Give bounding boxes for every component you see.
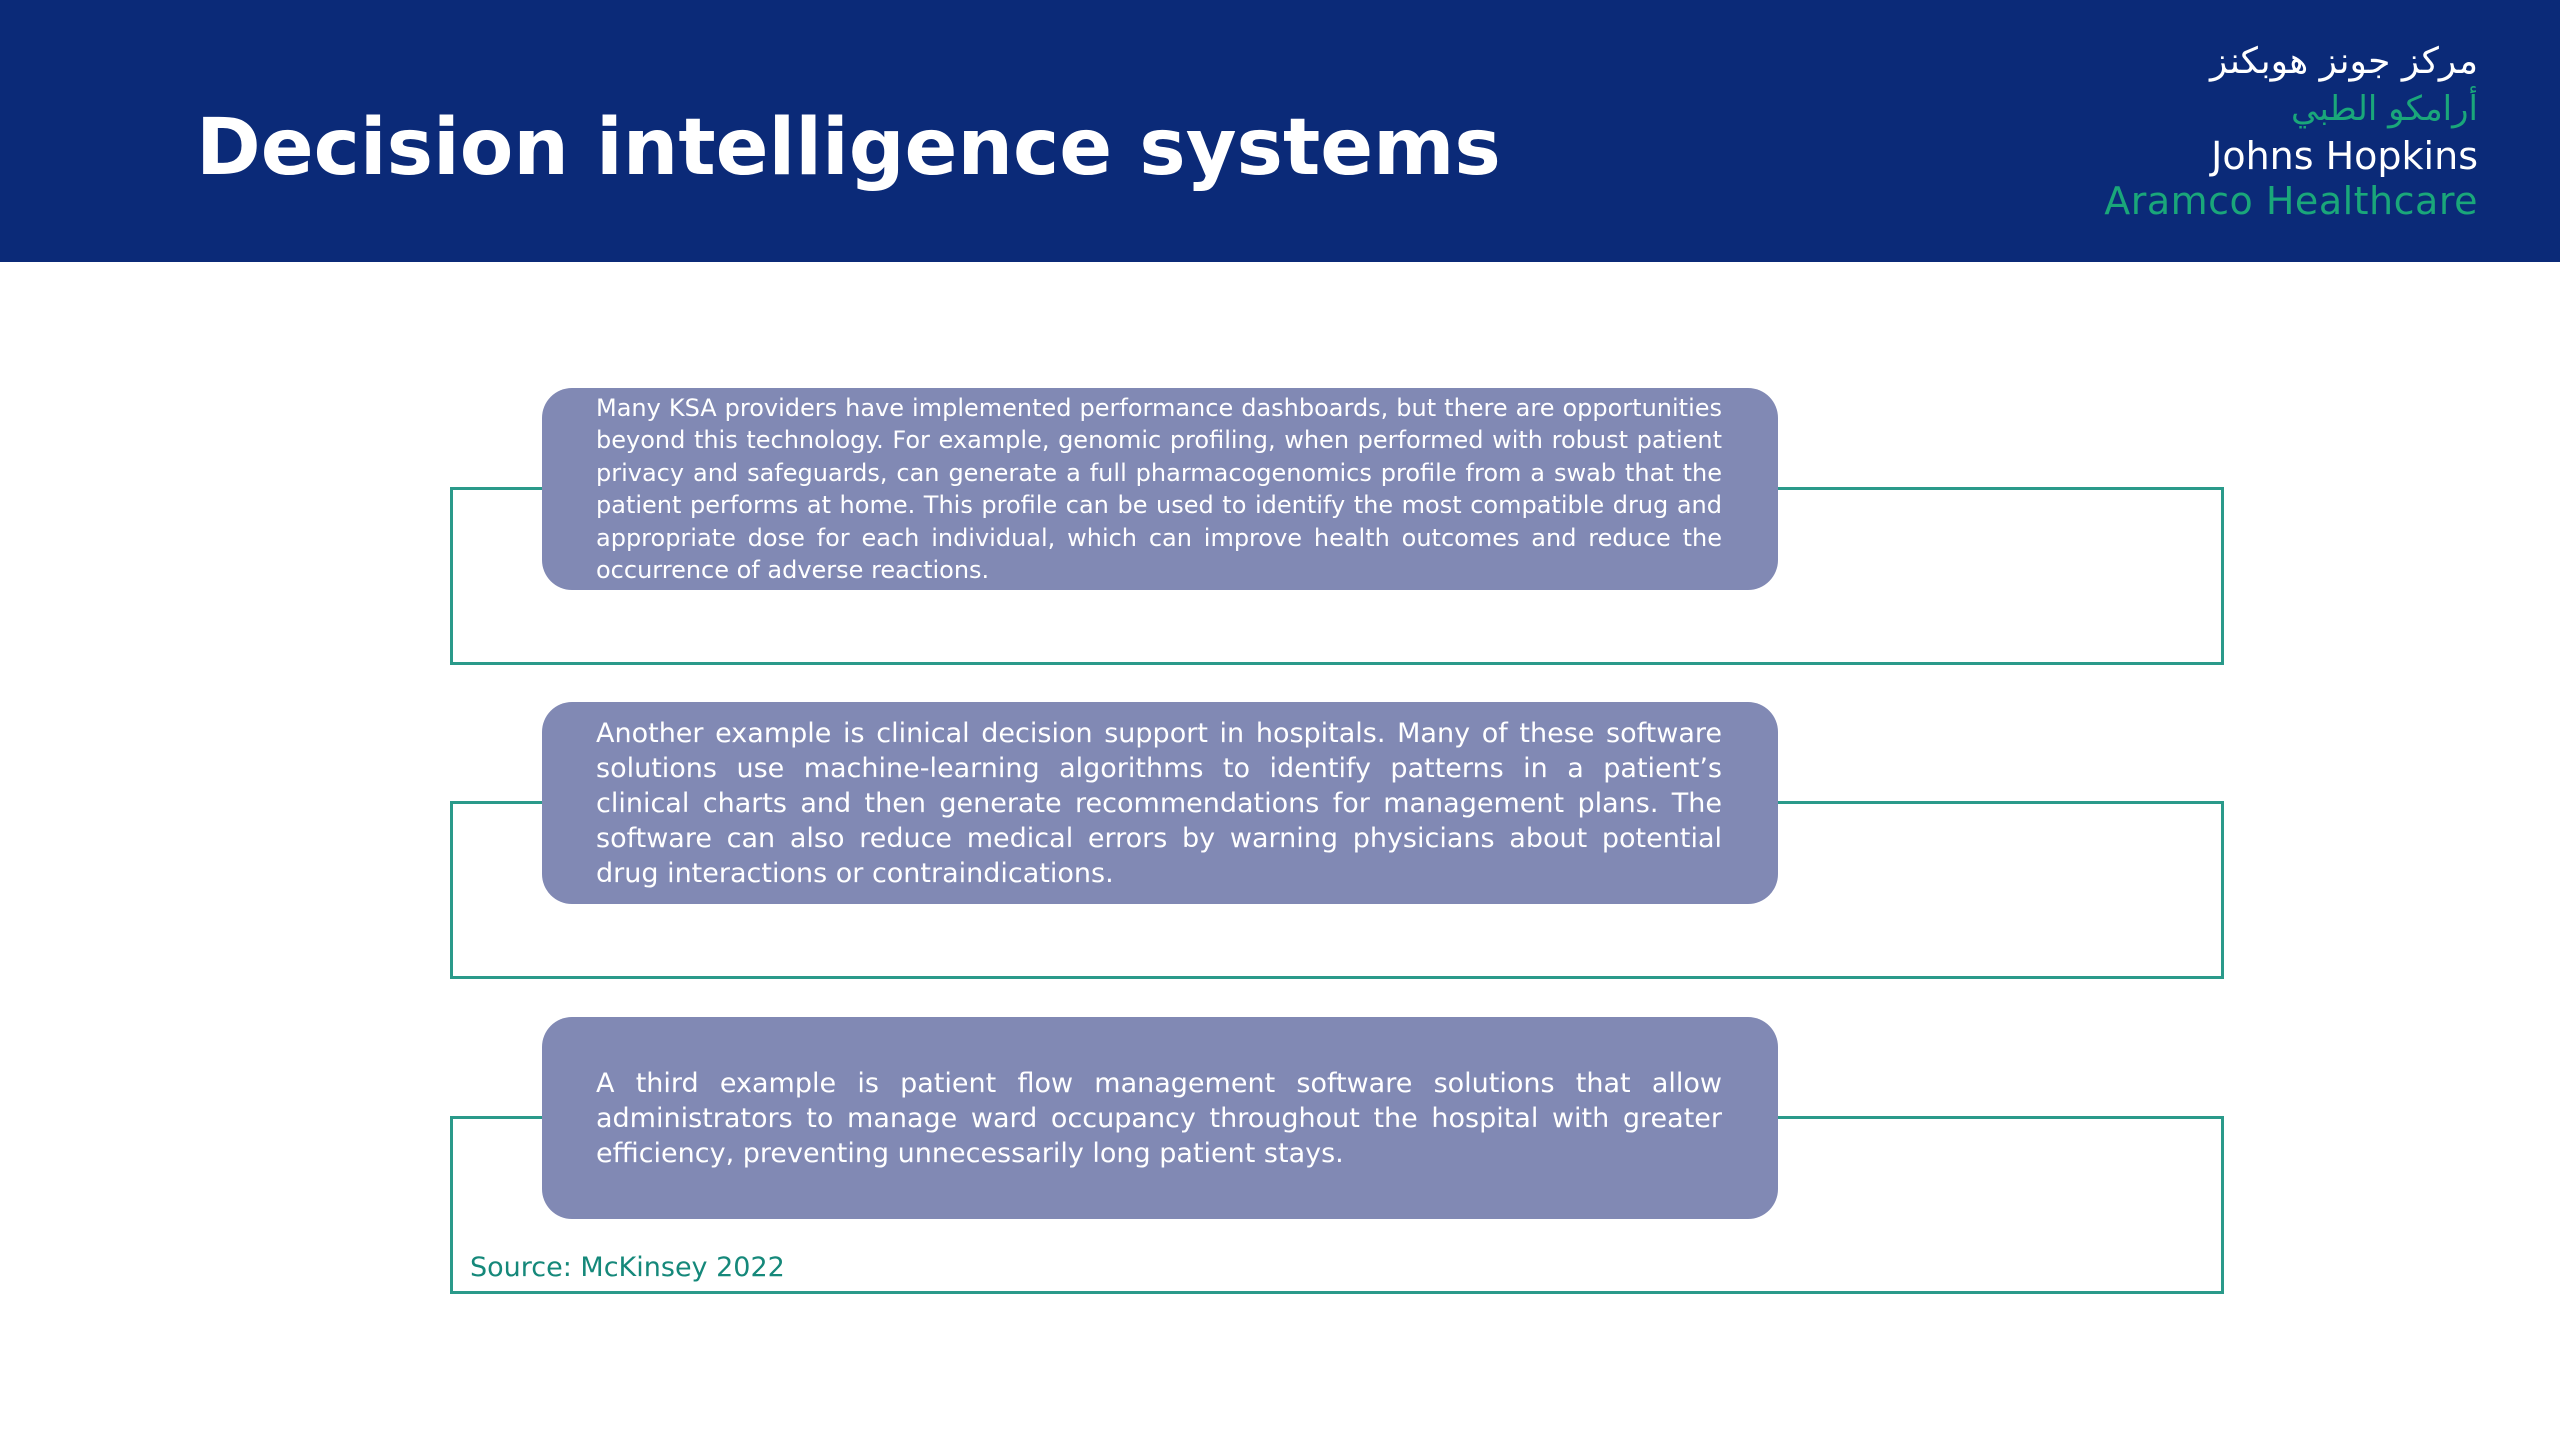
example-card-3-text: A third example is patient flow management software solutions that allow administrators to manage ward occupancy throughout the hospital with greater efficiency, preventing unnecessarily long patient stays. — [596, 1067, 1722, 1169]
logo-english-line-2: Aramco Healthcare — [2104, 179, 2478, 223]
example-card-1-text: Many KSA providers have implemented performance dashboards, but there are opportunities beyond this technology. For example, genomic profiling, when performed with robust patient privacy and safeguards, can generate a full pharmacogenomics profile from a swab that the patient performs at home. This profile can be used to identify the most compatible drug and appropriate dose for each individual, which can improve health outcomes and reduce the occurrence of adverse reactions. — [596, 393, 1722, 584]
example-card-3 — [542, 1017, 1778, 1219]
logo-arabic-line-1: مركز جونز هوبكنز — [2210, 41, 2478, 82]
source-citation: Source: McKinsey 2022 — [470, 1252, 785, 1283]
logo-arabic-line-2: أرامكو الطبي — [2291, 89, 2478, 129]
example-card-2 — [542, 702, 1778, 904]
header-bar — [0, 0, 2560, 262]
page-title: Decision intelligence systems — [196, 103, 1501, 193]
logo-english-line-1: Johns Hopkins — [2211, 134, 2478, 178]
johns-hopkins-aramco-logo — [1958, 38, 2478, 222]
example-card-1 — [542, 388, 1778, 590]
example-card-2-text: Another example is clinical decision support in hospitals. Many of these software solutions use machine-learning algorithms to identify patterns in a patient’s clinical charts and then generate recommendations for management plans. The software can also reduce medical errors by warning physicians about potential drug interactions or contraindications. — [596, 717, 1722, 889]
